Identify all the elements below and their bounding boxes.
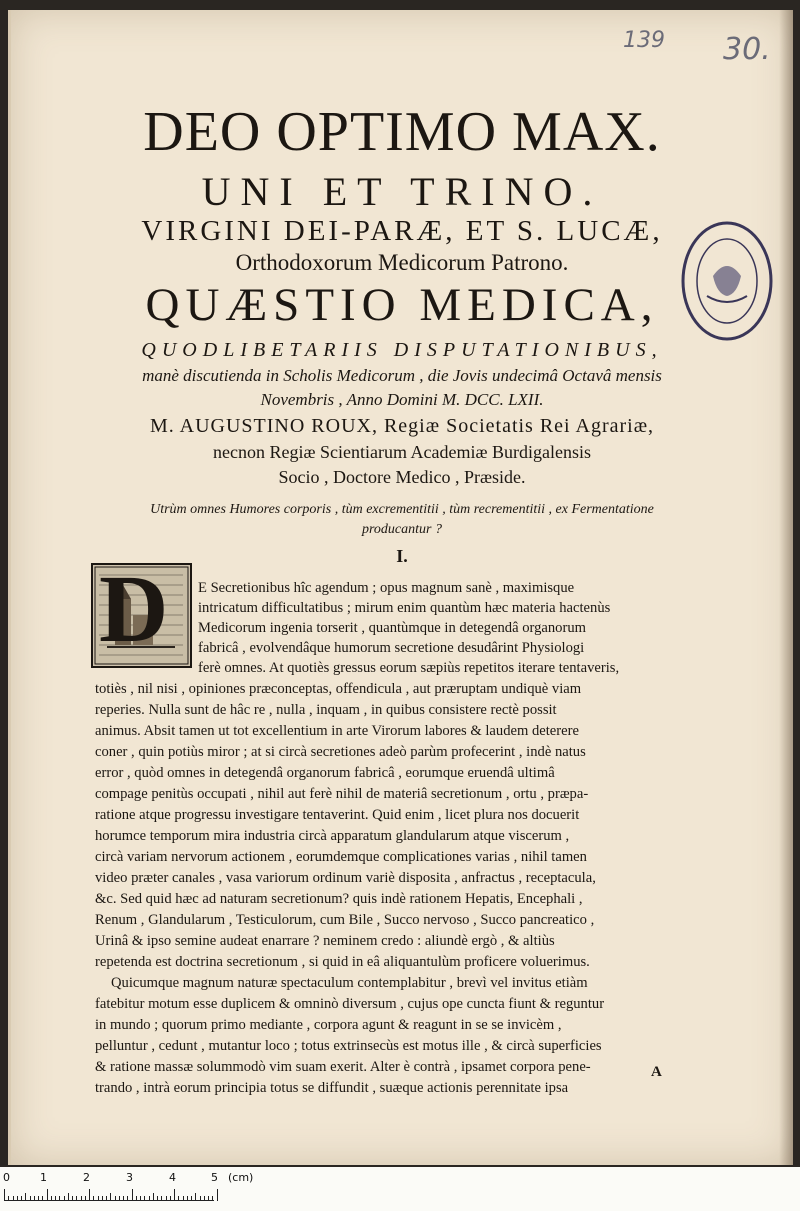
ruler-tick [174,1189,175,1201]
praeses-line-1: M. AUGUSTINO ROUX, Regiæ Societatis Rei Agrariæ, [149,415,655,437]
ruler-label: 4 [169,1171,176,1184]
body-line: video præter canales , vasa variorum ordinum variè disposita , anfractus , receptacula, [95,870,596,886]
ruler-tick [64,1196,65,1201]
ruler-tick [4,1189,5,1201]
body-line: horumce temporum mira industria circà apparatum glandularum atque viscerum , [95,828,570,844]
dedication-line-2: UNI ET TRINO. [201,169,603,214]
ruler-tick [119,1196,120,1201]
ruler-tick [127,1196,128,1201]
body-line: compage penitùs occupati , nihil aut ferè nihil de materiâ secretionum , ortu , præpa- [95,786,589,802]
ruler-unit: (cm) [228,1171,254,1184]
body-line: Renum , Glandularum , Testiculorum, cum Bile , Succo nervoso , Succo pancreatico , [95,912,595,928]
document-page [8,10,793,1165]
ruler-tick [89,1189,90,1201]
ruler-tick [13,1196,14,1201]
ruler-tick [123,1196,124,1201]
thesis-title: QUÆSTIO MEDICA, [145,279,659,331]
ruler-tick [51,1196,52,1201]
ruler-tick [149,1196,150,1201]
ruler-tick [81,1196,82,1201]
body-line: trando , intrà eorum principia totus se diffundit , suæque actionis perennitate ipsa [95,1080,569,1096]
ruler-tick [17,1196,18,1201]
praeses-line-2: necnon Regiæ Scientiarum Academiæ Burdigalensis [213,442,591,462]
ruler-tick [217,1189,218,1201]
ruler-tick [8,1196,9,1201]
ruler-tick [144,1196,145,1201]
ruler-tick [204,1196,205,1201]
library-stamp [679,218,775,344]
body-line: pelluntur , cedunt , mutantur loco ; totus extrinsecùs est motus ille , & circà superficies [95,1038,602,1054]
ruler-tick [115,1196,116,1201]
body-line: & ratione massæ solummodò vim suam exerit. Alter è contrà , ipsamet corpora pene- [95,1059,591,1075]
ruler-tick [212,1196,213,1201]
disputation-date-line-2: Novembris , Anno Domini M. DCC. LXII. [260,390,544,409]
drop-cap-letter: D [99,555,169,662]
ruler-tick [200,1196,201,1201]
ruler-tick [85,1196,86,1201]
body-line: intricatum difficultatibus ; mirum enim quantùm hæc materia hactenùs [198,600,611,616]
body-line: animus. Absit tamen ut tot excellentium in arte Virorum labores & laudem deterere [95,723,579,739]
question-line-2: producantur ? [362,522,442,537]
ruler-tick [132,1189,133,1201]
ruler-tick [110,1193,111,1201]
shelfmark-annotation: 139 [623,28,665,53]
ruler-tick [21,1196,22,1201]
scale-ruler [0,1167,800,1211]
body-line: reperies. Nulla sunt de hâc re , nulla , inquam , in quibus consistere rectè possit [95,702,557,718]
ruler-tick [187,1196,188,1201]
body-line: Medicorum ingenia torserit , quantùmque in detegendâ organorum [198,620,586,636]
ruler-tick [68,1193,69,1201]
disputation-date-line-1: manè discutienda in Scholis Medicorum , die Jovis undecimâ Octavâ mensis [142,366,662,385]
disputation-heading: QUODLIBETARIIS DISPUTATIONIBUS, [141,339,663,361]
body-line: circà variam nervorum actionem , eorumdemque complicationes varias , nihil tamen [95,849,587,865]
body-line: error , quòd omnes in detegendâ organorum fabricâ , eorumque eruendâ ultimâ [95,765,555,781]
body-line: coner , quin potiùs miror ; at si circà secretiones adeò parùm profecerint , indè natus [95,744,586,760]
ruler-tick [34,1196,35,1201]
body-line: ratione atque progressu investigare tentaverint. Quid enim , licet plura nos docuerit [95,807,580,823]
ruler-tick [191,1196,192,1201]
dedication-line-1: DEO OPTIMO MAX. [143,101,661,163]
section-number: I. [396,546,408,566]
ruler-tick [38,1196,39,1201]
ruler-tick [59,1196,60,1201]
ruler-label: 5 [211,1171,218,1184]
ruler-label: 2 [83,1171,90,1184]
ruler-tick [178,1196,179,1201]
body-line: ferè omnes. At quotiès gressus eorum sæpiùs repetitos iterare tentaveris, [198,660,620,676]
question-line-1: Utrùm omnes Humores corporis , tùm excrementitii , tùm recrementitii , ex Fermentatione [150,502,654,517]
ruler-tick [136,1196,137,1201]
signature-mark: A [651,1064,662,1080]
ruler-tick [55,1196,56,1201]
ruler-tick [161,1196,162,1201]
ruler-tick [183,1196,184,1201]
praeses-line-3: Socio , Doctore Medico , Præside. [278,467,526,487]
ruler-tick [170,1196,171,1201]
ruler-tick [166,1196,167,1201]
ruler-tick [76,1196,77,1201]
body-line: Quicumque magnum naturæ spectaculum contemplabitur , brevì vel invitus etiàm [111,975,588,991]
ruler-tick [93,1196,94,1201]
folio-number: 30. [723,32,771,67]
ruler-tick [25,1193,26,1201]
ruler-tick [42,1196,43,1201]
body-line: in mundo ; quorum primo mediante , corpora agunt & reagunt in se se invicèm , [95,1017,562,1033]
ruler-label: 0 [3,1171,10,1184]
ruler-tick [102,1196,103,1201]
dedication-line-4: Orthodoxorum Medicorum Patrono. [235,250,569,275]
ruler-tick [47,1189,48,1201]
ruler-label: 1 [40,1171,47,1184]
body-line: fabricâ , evolvendâque humorum secretione desudârint Physiologi [198,640,585,656]
body-line: fatebitur motum esse duplicem & omninò diversum , cujus ope cuncta fiunt & reguntur [95,996,605,1012]
dedication-line-3: VIRGINI DEI-PARÆ, ET S. LUCÆ, [141,215,663,247]
ruler-tick [208,1196,209,1201]
ruler-label: 3 [126,1171,133,1184]
ruler-tick [157,1196,158,1201]
decorated-initial [91,555,192,668]
body-line: repetenda est doctrina secretionum , si quid in eâ aliquantulùm proficere voluerimus. [95,954,590,970]
ruler-tick [30,1196,31,1201]
body-line: &c. Sed quid hæc ad naturam secretionum? quis indè rationem Hepatis, Encephali , [95,891,583,907]
body-line: E Secretionibus hîc agendum ; opus magnum sanè , maximisque [198,580,575,596]
ruler-tick [72,1196,73,1201]
ruler-tick [153,1193,154,1201]
ruler-tick [106,1196,107,1201]
ruler-tick [98,1196,99,1201]
body-line: Urinâ & ipso semine audeat enarrare ? neminem credo : aliundè ergò , & altiùs [95,933,555,949]
body-line: totiès , nil nisi , opiniones præconceptas, offendicula , aut præruptam undiquè viam [95,681,582,697]
ruler-tick [140,1196,141,1201]
ruler-tick [195,1193,196,1201]
